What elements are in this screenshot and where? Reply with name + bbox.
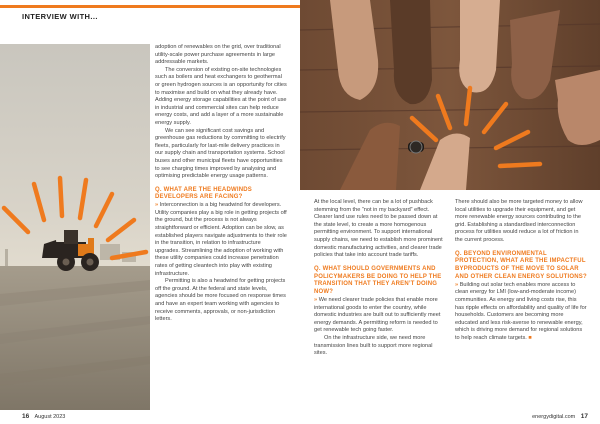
answer-arrow-icon: » [155,202,159,209]
article-column-3 [455,199,587,343]
body-paragraph: Permitting is also a headwind for getting projects off the ground. At the federal and state levels, agencies should be more focused on response times and have an expert team working with agencies to receive comments, approvals, or non-jurisdiction letters. [155,278,286,323]
hands-on-wood-table-image [300,0,600,190]
body-paragraph: On the infrastructure side, we need more transmission lines built to support more regional sites. [314,334,433,357]
question-heading: Q. WHAT ARE THE HEADWINDS DEVELOPERS ARE FACING? [155,186,252,201]
section-header: INTERVIEW WITH... [22,12,98,21]
answer-arrow-icon: » [314,296,318,303]
body-paragraph: adoption of renewables on the grid, over traditional utility-scale power purchase agreements in large addressable markets. [155,44,281,66]
end-mark-icon: ■ [528,334,532,341]
article-column-1 [155,44,287,324]
answer-text: Building out solar tech enables more access to clean energy for LMI (low-and-moderate income) communities. As energy and living costs rise, this has ripple effects on affordability and quality of life for households. Customers are becoming more educated and less risk-averse to renewable energy, which is driving more demand for regional solutions to help reach climate targets. [455,281,587,341]
answer-text: We need clearer trade policies that enable more international goods to enter the country, while domestic industries are built out to sufficiently meet energy demands. A permitting reform is needed to get renewable tech going faster. [314,296,441,334]
answer-paragraph [155,202,287,278]
page-number-left: 16 [22,413,30,420]
answer-arrow-icon: » [455,281,459,288]
bulldozer-sunset-image [0,44,150,410]
body-paragraph: The conversion of existing on-site technologies such as boilers and heat exchangers to geothermal or green hydrogen sources is an opportunity for cities to maximise and build on what they already have. Adding energy storage capabilities at the point of use in industrial and commercial sites can help reduce energy costs, and add a layer of a more sustainable energy supply. [155,66,287,126]
question-heading: Q. BEYOND ENVIRONMENTAL PROTECTION, WHAT ARE THE IMPACTFUL BYPRODUCTS OF THE MOVE TO SOLAR AND OTHER CLEAN ENERGY SOLUTIONS? [455,250,587,280]
question-heading: Q. WHAT SHOULD GOVERNMENTS AND POLICYMAKERS BE DOING TO HELP THE TRANSITION THAT THEY AREN’T DOING NOW? [314,265,442,296]
body-paragraph: We can see significant cost savings and greenhouse gas reductions by committing to electrify fleets, particularly for last-mile delivery practices in our supply chain and transportation systems. School buses and other municipal fleets have opportunities to see charging times improved by analysing and optimising predictable energy usage patterns. [155,127,286,180]
footer-left [22,413,65,420]
article-column-2 [314,199,444,358]
answer-paragraph [455,282,587,343]
answer-text: Interconnection is a big headwind for developers. Utility companies play a big role in getting projects off the ground, but the process is not always straightforward or efficient. Adoption can be slow, as established players navigate adjustments to their role in the transition, in relation to infrastructure upgrades. Streamlining the adoption of working with these utility companies could increase penetration rates of getting cleantech into play with existing infrastructure. [155,202,287,277]
body-paragraph: There should also be more targeted money to allow local utilities to upgrade their equipment, and get more renewable energy sources contributing to the grid. Establishing a standardised interconnection process for utilities would reduce a lot of friction in the current process. [455,199,583,243]
page-number-right: 17 [580,413,588,420]
body-paragraph: At the local level, there can be a lot of pushback stemming from the “not in my backyard” effect. Clearer land use rules need to be passed down at the state level, to create a more homogenous permitting environment. To support international supply chains, we need to establish more prominent domestic manufacturing activities, and clearer trade policies that take into account trade tariffs. [314,199,443,259]
photo-construction-site [0,44,150,410]
issue-date: August 2023 [34,414,66,420]
site-url[interactable]: energydigital.com [532,414,576,420]
photo-hands [300,0,600,190]
footer-right [532,413,588,420]
answer-paragraph [314,297,444,335]
